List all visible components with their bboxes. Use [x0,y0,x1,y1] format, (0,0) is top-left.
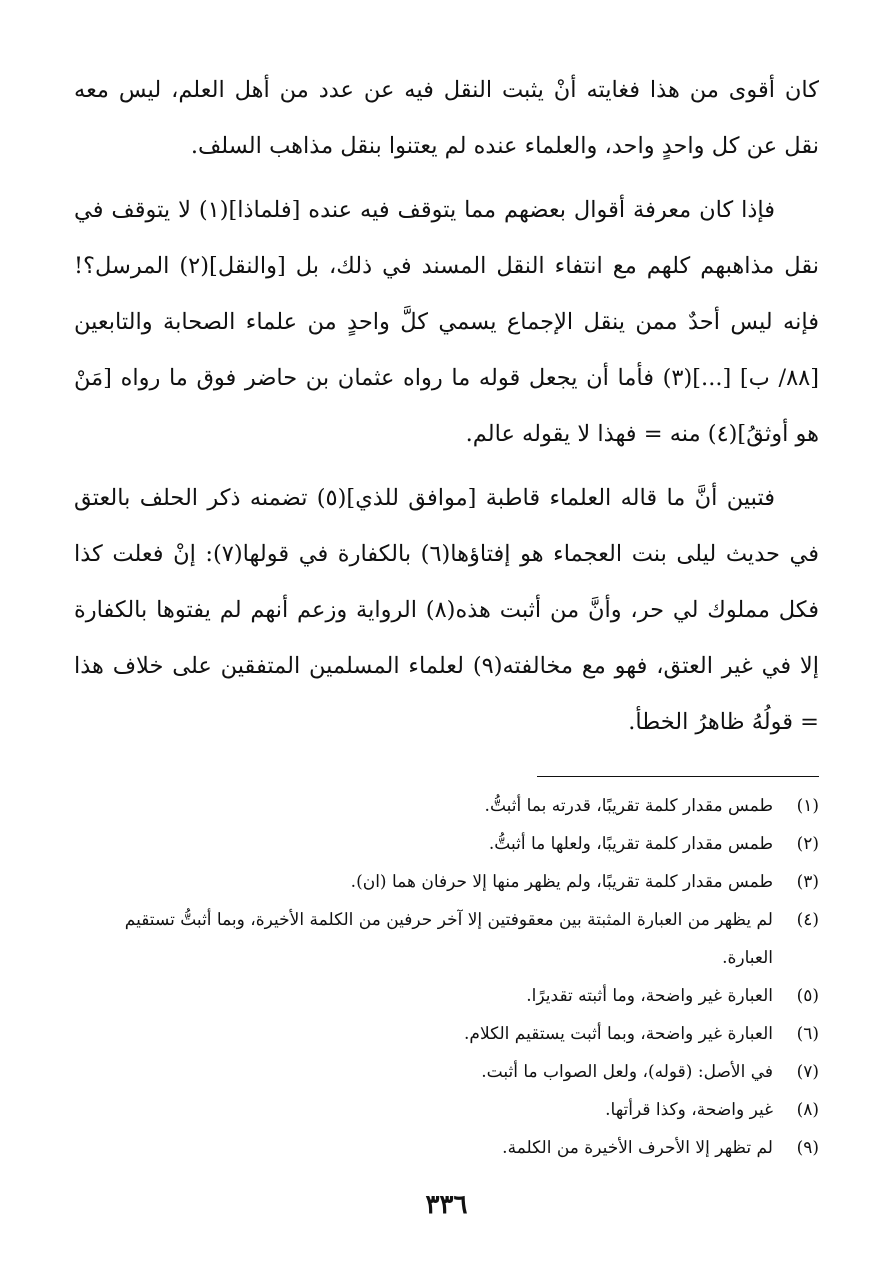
footnote-8 [74,1091,819,1129]
paragraph-3: فتبين أنَّ ما قاله العلماء قاطبة [موافق للذي](٥) تضمنه ذكر الحلف بالعتق في حديث ليلى بنت العجماء هو إفتاؤها(٦) بالكفارة في قولها(٧): إنْ فعلت كذا فكل مملوك لي حر، وأنَّ من أثبت هذه(٨) الرواية وزعم أنهم لم يفتوها بالكفارة إلا في غير العتق، فهو مع مخالفته(٩) لعلماء المسلمين المتفقين على خلاف هذا = قولُهُ ظاهرُ الخطأ. [74,485,819,735]
footnote-text: غير واضحة، وكذا قرأتها. [605,1100,773,1120]
page-number: ٣٣٦ [425,1190,468,1220]
footnote-2 [74,825,819,863]
footnote-text: لم يظهر من العبارة المثبتة بين معقوفتين إلا آخر حرفين من الكلمة الأخيرة، وبما أثبتُّ تستقيم العبارة. [124,910,773,968]
footnote-text: طمس مقدار كلمة تقريبًا، قدرته بما أثبتُّ. [484,796,773,816]
footnote-separator [537,776,819,777]
footnote-5 [74,977,819,1015]
footnote-number: (٣) [796,872,819,892]
footnote-text: لم تظهر إلا الأحرف الأخيرة من الكلمة. [502,1138,773,1158]
footnote-text: طمس مقدار كلمة تقريبًا، ولعلها ما أثبتُّ. [488,834,773,854]
paragraph-1: كان أقوى من هذا فغايته أنْ يثبت النقل فيه عن عدد من أهل العلم، ليس معه نقل عن كل واحدٍ واحد، والعلماء عنده لم يعتنوا بنقل مذاهب السلف. [74,77,819,159]
footnote-number: (٢) [796,834,819,854]
main-text [74,62,819,750]
footnote-4 [74,901,819,977]
footnote-number: (٨) [796,1100,819,1120]
footnote-7 [74,1053,819,1091]
footnote-number: (٤) [796,910,819,930]
paragraph-2: فإذا كان معرفة أقوال بعضهم مما يتوقف فيه عنده [فلماذا](١) لا يتوقف في نقل مذاهبهم كلهم مع انتفاء النقل المسند في ذلك، بل [والنقل](٢) المرسل؟! فإنه ليس أحدٌ ممن ينقل الإجماع يسمي كلَّ واحدٍ من علماء الصحابة والتابعين [٨٨/ ب] [...](٣) فأما أن يجعل قوله ما رواه عثمان بن حاضر فوق ما رواه [مَنْ هو أوثقُ](٤) منه = فهذا لا يقوله عالم. [74,197,820,447]
footnote-text: العبارة غير واضحة، وبما أثبت يستقيم الكلام. [464,1024,773,1044]
footnote-6 [74,1015,819,1053]
footnote-text: في الأصل: (قوله)، ولعل الصواب ما أثبت. [481,1062,773,1082]
footnote-number: (١) [796,796,819,816]
footnote-text: طمس مقدار كلمة تقريبًا، ولم يظهر منها إلا حرفان هما (ان). [350,872,773,892]
footnotes [74,787,819,1167]
footnote-text: العبارة غير واضحة، وما أثبته تقديرًا. [526,986,773,1006]
footnote-1 [74,787,819,825]
footnote-number: (٦) [796,1024,819,1044]
footnote-number: (٥) [796,986,819,1006]
footnote-3 [74,863,819,901]
footnote-9 [74,1129,819,1167]
footnote-number: (٩) [796,1138,819,1158]
footnote-number: (٧) [796,1062,819,1082]
